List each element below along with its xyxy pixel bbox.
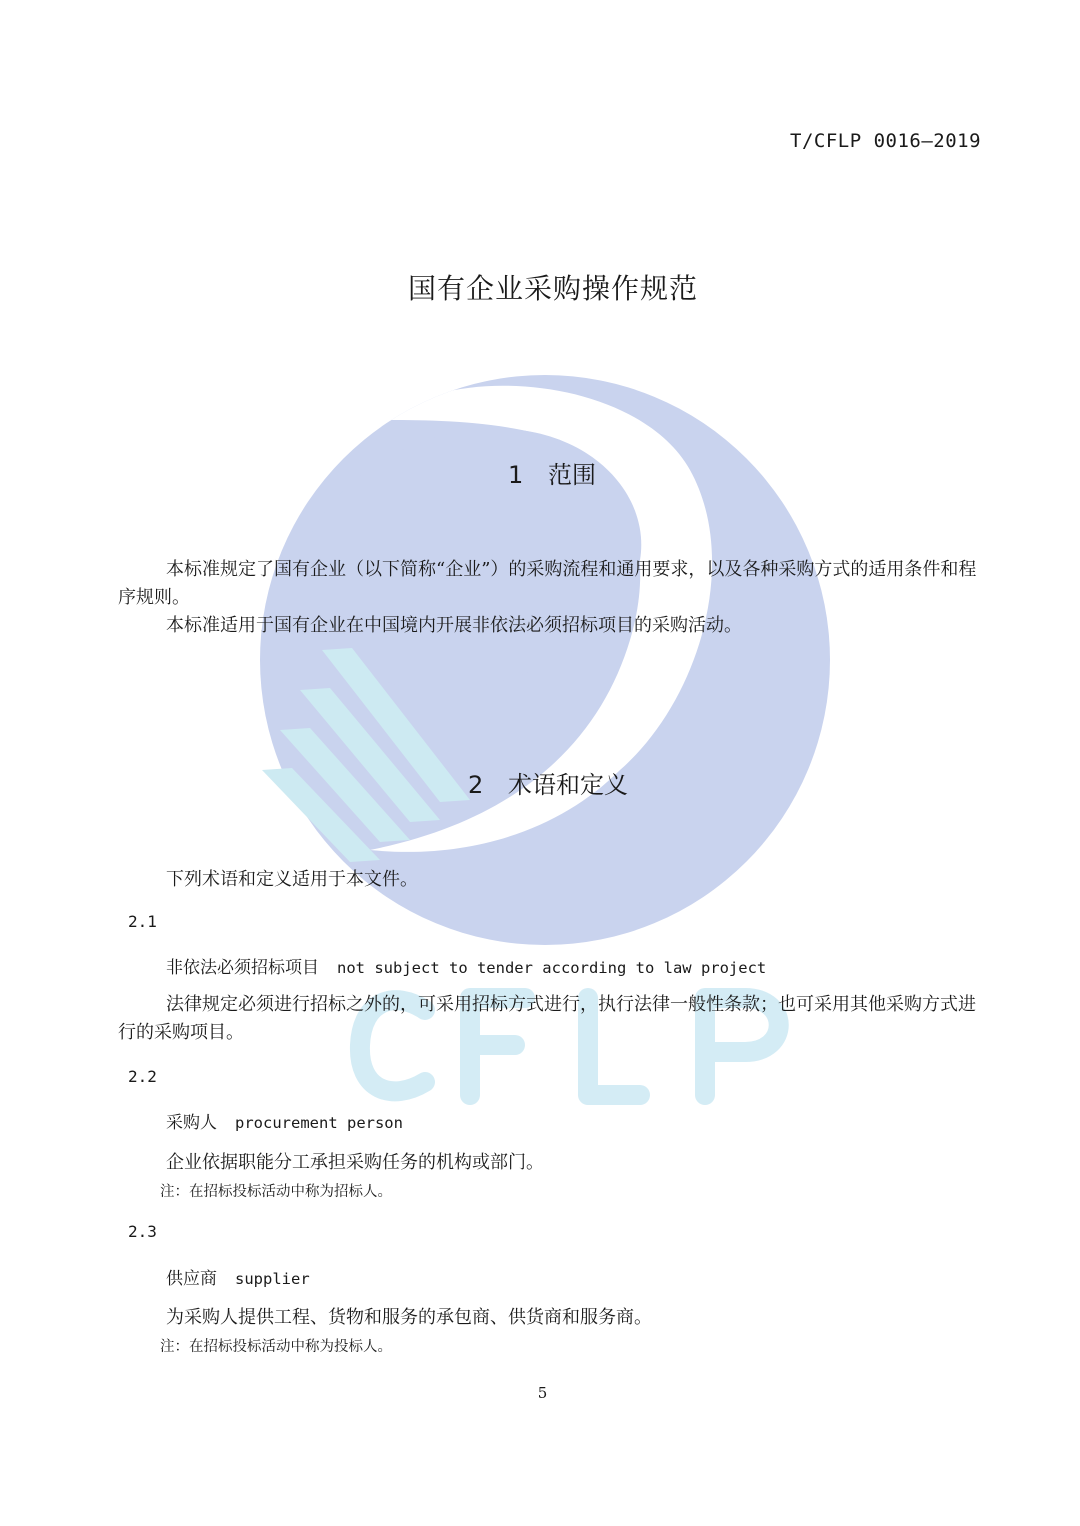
term-english: procurement person	[235, 1114, 403, 1132]
clause-number: 2.3	[128, 1222, 157, 1241]
section-number: 1	[508, 461, 524, 489]
section-title: 术语和定义	[508, 771, 628, 799]
section-2-intro: 下列术语和定义适用于本文件。	[166, 869, 418, 890]
term-heading	[166, 953, 766, 978]
term-note: 注：在招标投标活动中称为投标人。	[160, 1339, 392, 1355]
section-1-paragraph-1: 本标准规定了国有企业（以下简称“企业”）的采购流程和通用要求，以及各种采购方式的适用条件和程序规则。	[118, 559, 977, 608]
term-english: not subject to tender according to law project	[337, 959, 767, 977]
section-number: 2	[468, 771, 484, 799]
term-heading	[166, 1264, 310, 1289]
section-title: 范围	[548, 461, 596, 489]
term-chinese: 非依法必须招标项目	[166, 958, 319, 978]
term-note: 注：在招标投标活动中称为招标人。	[160, 1184, 392, 1200]
section-1-paragraph-2: 本标准适用于国有企业在中国境内开展非依法必须招标项目的采购活动。	[166, 615, 742, 636]
term-chinese: 采购人	[166, 1113, 217, 1133]
term-english: supplier	[235, 1270, 310, 1288]
section-2-heading	[468, 765, 628, 800]
term-heading	[166, 1108, 403, 1133]
clause-number: 2.1	[128, 912, 157, 931]
document-title: 国有企业采购操作规范	[407, 272, 698, 305]
page-number: 5	[537, 1384, 548, 1402]
term-chinese: 供应商	[166, 1269, 217, 1289]
term-definition: 为采购人提供工程、货物和服务的承包商、供货商和服务商。	[166, 1307, 652, 1328]
standard-number: T/CFLP 0016—2019	[790, 130, 982, 152]
section-1-heading	[508, 455, 596, 490]
term-definition: 企业依据职能分工承担采购任务的机构或部门。	[166, 1152, 544, 1173]
term-definition: 法律规定必须进行招标之外的，可采用招标方式进行，执行法律一般性条款；也可采用其他采购方式进行的采购项目。	[118, 994, 976, 1043]
clause-number: 2.2	[128, 1067, 157, 1086]
